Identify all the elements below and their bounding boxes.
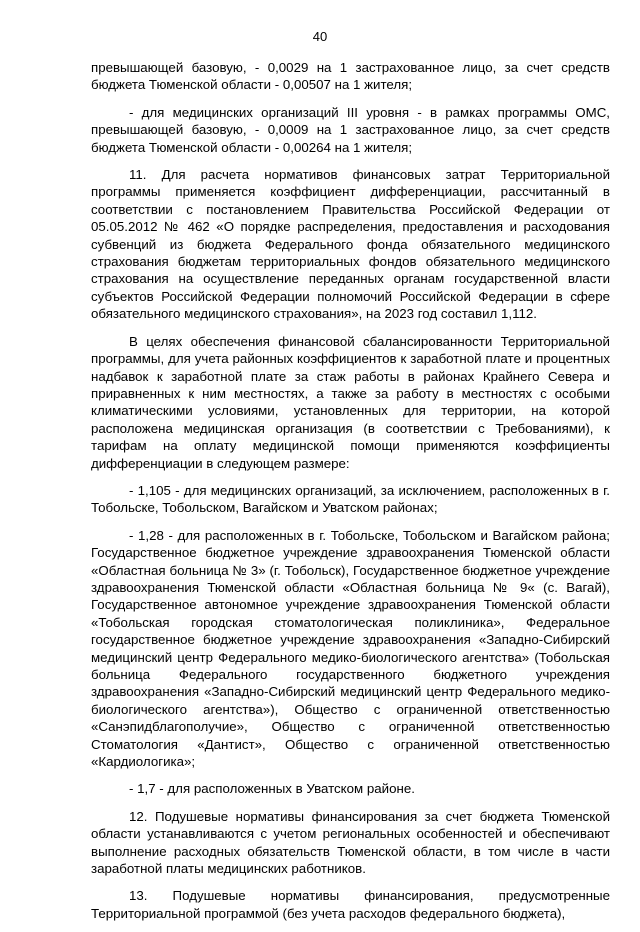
paragraph-11-differentiation-coefficient: 11. Для расчета нормативов финансовых затрат Территориальной программы применяется коэффициент дифференциации, рассчитанный в соответствии с постановлением Правительства Российской Федерации от 05.05.2012 № 462 «О порядке распределения, предоставления и расходования субвенций из бюджета Федерального фонда обязательного медицинского страхования бюджетам территориальных фондов обязательного медицинского страхования на осуществление переданных органам государственной власти субъектов Российской Федерации полномочий Российской Федерации в сфере обязательного медицинского страхования», на 2023 год составил 1,112. xyxy=(91,167,610,322)
paragraph-level-3-norms: - для медицинских организаций III уровня - в рамках программы ОМС, превышающей базовую, - 0,0009 на 1 застрахованное лицо, за счет средств бюджета Тюменской области - 0,00264 на 1 жителя; xyxy=(91,104,610,155)
paragraph-financial-balance: В целях обеспечения финансовой сбалансированности Территориальной программы, для учета районных коэффициентов к заработной плате и процентных надбавок к заработной плате за стаж работы в районах Крайнего Севера и приравненных к ним местностях, а также за работу в местностях с особыми климатическими условиями, установленных для территории, на которой расположена медицинская организация (в соответствии с Требованиями), к тарифам на оплату медицинской помощи применяются коэффициенты дифференциации в следующем размере: xyxy=(91,333,610,471)
paragraph-coefficient-128: - 1,28 - для расположенных в г. Тобольске, Тобольском и Вагайском района; Государственное бюджетное учреждение здравоохранения Тюменской области «Областная больница № 3» (г. Тобольск), Государственное бюджетное учреждение здравоохранения Тюменской области «Областная больница № 9« (с. Вагай), Государственное автономное учреждение здравоохранения Тюменской области «Тобольская городская стоматологическая поликлиника», Федеральное государственное бюджетное учреждение здравоохранения «Западно-Сибирский медицинский центр Федерального медико-биологического агентства» (Тобольская больница Федерального государственного бюджетного учреждения здравоохранения «Западно-Сибирский медицинский центр Федерального медико-биологического агентства»), Общество с ограниченной ответственностью «Санэпидблагополучие», Общество с ограниченной ответственностью Стоматология «Дантист», Общество с ограниченной ответственностью «Кардиологика»; xyxy=(91,527,610,770)
document-body xyxy=(91,59,610,932)
page-number: 40 xyxy=(312,29,328,44)
paragraph-13-per-capita-norms: 13. Подушевые нормативы финансирования, предусмотренные Территориальной программой (без учета расходов федерального бюджета), xyxy=(91,888,610,921)
paragraph-coefficient-1105: - 1,105 - для медицинских организаций, за исключением, расположенных в г. Тобольске, Тобольском, Вагайском и Уватском районах; xyxy=(91,482,610,516)
paragraph-coefficient-17: - 1,7 - для расположенных в Уватском районе. xyxy=(129,781,415,797)
paragraph-continuation: превышающей базовую, - 0,0029 на 1 застрахованное лицо, за счет средств бюджета Тюменской области - 0,00507 на 1 жителя; xyxy=(91,60,610,93)
paragraph-12-per-capita-norms: 12. Подушевые нормативы финансирования за счет бюджета Тюменской области устанавливаются с учетом региональных особенностей и обеспечивают выполнение расходных обязательств Тюменской области, в том числе в части заработной платы медицинских работников. xyxy=(91,808,610,877)
